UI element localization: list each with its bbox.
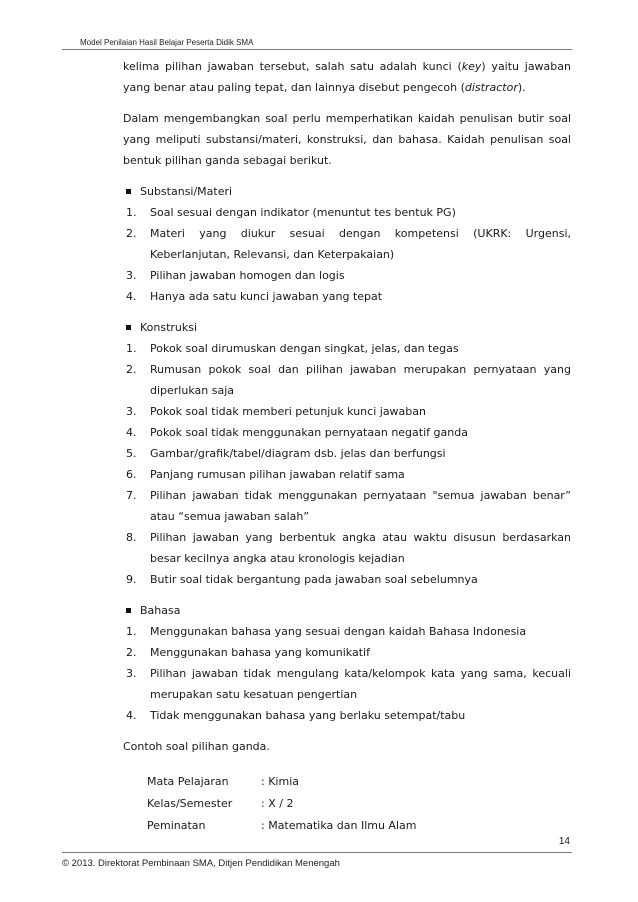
footer-text: © 2013. Direktorat Pembinaan SMA, Ditjen Pendidikan Menengah	[62, 858, 340, 869]
section-title: Bahasa	[140, 604, 181, 617]
info-label: Kelas/Semester	[147, 797, 233, 810]
example-heading: Contoh soal pilihan ganda.	[123, 740, 270, 753]
header-rule	[62, 49, 572, 50]
term-key: key	[461, 60, 482, 73]
page-content	[123, 56, 571, 837]
list-item: 3. Pilihan jawaban tidak mengulang kata/kelompok kata yang sama, kecuali merupakan satu kesatuan pengertian	[126, 667, 571, 701]
info-row	[147, 771, 571, 793]
list-item: 4. Tidak menggunakan bahasa yang berlaku setempat/tabu	[126, 709, 466, 722]
info-value: : Kimia	[261, 775, 299, 788]
list-item: 8. Pilihan jawaban yang berbentuk angka atau waktu disusun berdasarkan besar kecilnya angka atau kronologis kejadian	[126, 531, 571, 565]
info-label: Peminatan	[147, 819, 206, 832]
square-bullet-icon	[126, 325, 131, 330]
section-heading	[123, 317, 571, 338]
intro-text-a: kelima pilihan jawaban tersebut, salah satu adalah kunci (	[123, 60, 462, 73]
info-row	[147, 815, 571, 837]
intro-text-b: ) yaitu jawaban yang benar atau paling tepat, dan lainnya disebut pengecoh (	[123, 60, 571, 94]
list-item: 2. Menggunakan bahasa yang komunikatif	[126, 646, 370, 659]
list-item: 4. Hanya ada satu kunci jawaban yang tepat	[126, 290, 383, 303]
info-value: : Matematika dan Ilmu Alam	[261, 819, 417, 832]
section-heading	[123, 600, 571, 621]
info-row	[147, 793, 571, 815]
list-item: 3. Pokok soal tidak memberi petunjuk kunci jawaban	[126, 405, 426, 418]
list-item: 7. Pilihan jawaban tidak menggunakan pernyataan "semua jawaban benar” atau “semua jawaban salah”	[126, 489, 571, 523]
square-bullet-icon	[126, 189, 131, 194]
list-item: 2. Materi yang diukur sesuai dengan kompetensi (UKRK: Urgensi, Keberlanjutan, Relevansi, dan Keterpakaian)	[126, 227, 571, 261]
footer-rule	[62, 852, 572, 853]
section-heading	[123, 181, 571, 202]
list-item: 1. Menggunakan bahasa yang sesuai dengan kaidah Bahasa Indonesia	[126, 625, 527, 638]
list-item: 3. Pilihan jawaban homogen dan logis	[126, 269, 345, 282]
info-value: : X / 2	[261, 797, 294, 810]
list-item: 1. Pokok soal dirumuskan dengan singkat, jelas, dan tegas	[126, 342, 459, 355]
info-label: Mata Pelajaran	[147, 775, 229, 788]
list-item: 6. Panjang rumusan pilihan jawaban relatif sama	[126, 468, 405, 481]
section-title: Konstruksi	[140, 321, 198, 334]
page-number: 14	[558, 836, 570, 847]
rules-paragraph: Dalam mengembangkan soal perlu memperhatikan kaidah penulisan butir soal yang meliputi substansi/materi, konstruksi, dan bahasa. Kaidah penulisan soal bentuk pilihan ganda sebagai berikut.	[123, 112, 571, 167]
example-info	[147, 771, 571, 837]
section-title: Substansi/Materi	[140, 185, 233, 198]
list-item: 4. Pokok soal tidak menggunakan pernyataan negatif ganda	[126, 426, 468, 439]
square-bullet-icon	[126, 608, 131, 613]
intro-text-c: ).	[517, 81, 526, 94]
list-item: 2. Rumusan pokok soal dan pilihan jawaban merupakan pernyataan yang diperlukan saja	[126, 363, 571, 397]
numbered-list	[123, 621, 571, 726]
running-header: Model Penilaian Hasil Belajar Peserta Didik SMA	[80, 38, 254, 47]
list-item: 9. Butir soal tidak bergantung pada jawaban soal sebelumnya	[126, 573, 478, 586]
list-item: 1. Soal sesuai dengan indikator (menuntut tes bentuk PG)	[126, 206, 456, 219]
intro-paragraph	[123, 56, 571, 98]
list-item: 5. Gambar/grafik/tabel/diagram dsb. jelas dan berfungsi	[126, 447, 446, 460]
numbered-list	[123, 202, 571, 307]
term-distractor: distractor	[464, 81, 518, 94]
numbered-list	[123, 338, 571, 590]
